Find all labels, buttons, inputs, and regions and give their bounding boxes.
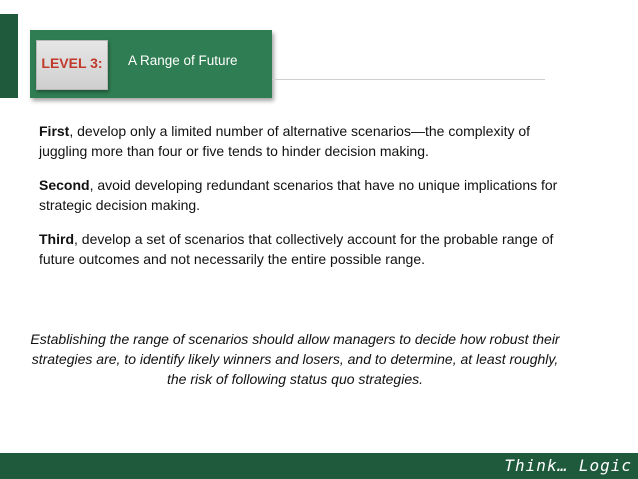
level-label: LEVEL 3:: [41, 55, 103, 71]
title-divider: [272, 79, 545, 80]
slide-title: A Range of Future: [128, 53, 238, 68]
left-accent-bar: [0, 14, 18, 98]
point-lead: First: [39, 123, 70, 139]
point-lead: Third: [39, 231, 74, 247]
footer-bar: [0, 453, 638, 479]
point-text: , avoid developing redundant scenarios that have no unique implications for strategic decision making.: [39, 177, 558, 213]
summary-quote: Establishing the range of scenarios should allow managers to decide how robust their strategies are, to identify likely winners and losers, and to determine, at least roughly, the risk of following status quo strategies.: [30, 331, 560, 387]
level-badge: [36, 40, 108, 90]
point-text: , develop a set of scenarios that collectively account for the probable range of future outcomes and not necessarily the entire possible range.: [39, 231, 554, 267]
footer-tagline: Think… Logic: [504, 456, 632, 475]
point-first: [39, 121, 559, 161]
point-third: [39, 229, 559, 269]
body-content: [39, 121, 559, 283]
point-lead: Second: [39, 177, 90, 193]
point-second: [39, 175, 559, 215]
point-text: , develop only a limited number of alternative scenarios—the complexity of juggling more than four or five tends to hinder decision making.: [39, 123, 531, 159]
